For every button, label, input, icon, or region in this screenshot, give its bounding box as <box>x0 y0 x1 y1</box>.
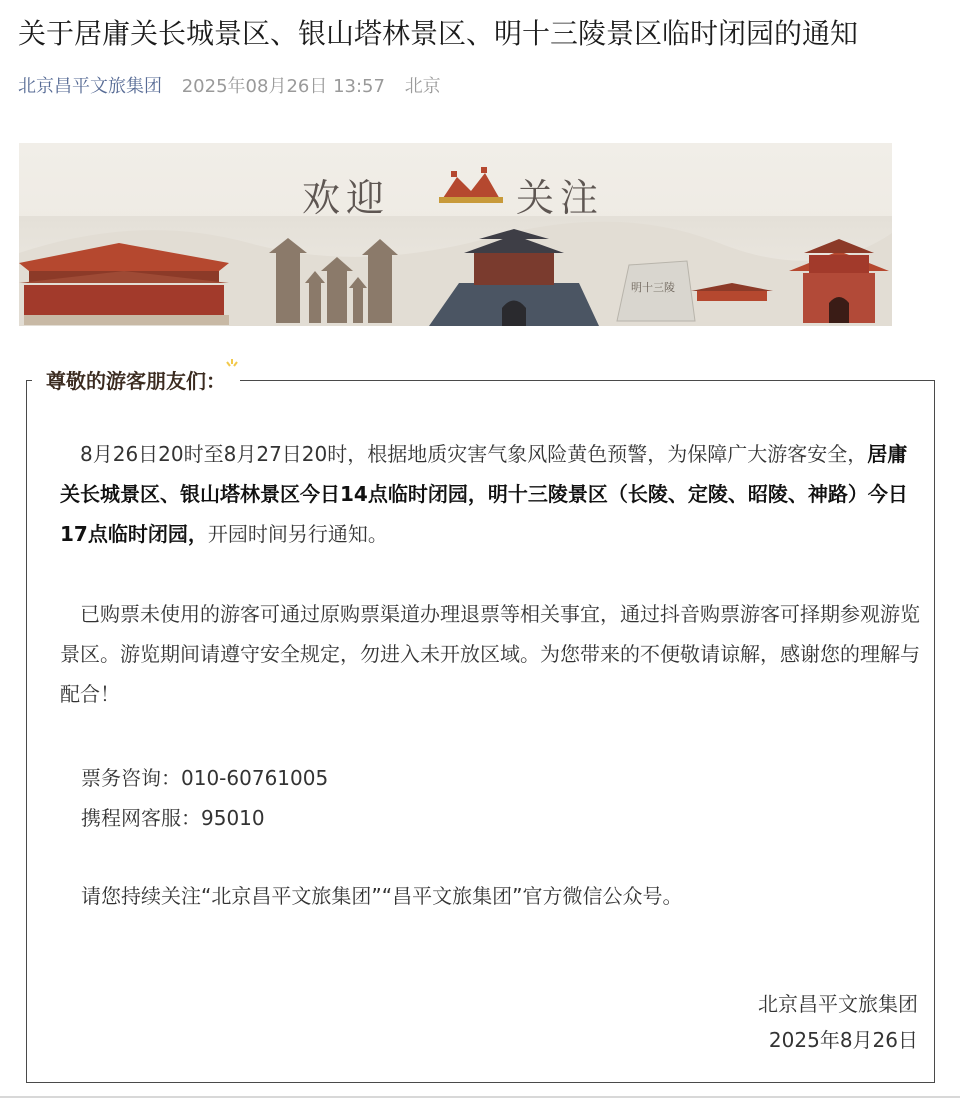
welcome-text: 欢迎 <box>302 176 391 220</box>
greeting-heading <box>42 364 230 398</box>
refund-text: 已购票未使用的游客可通过原购票渠道办理退票等相关事宜，通过抖音购票游客可择期参观游览景区。游览期间请遵守安全规定，勿进入未开放区域。为您带来的不便敬请谅解，感谢您的理解与配合！ <box>60 602 920 706</box>
closure-reopen-text: 开园时间另行通知。 <box>207 522 388 546</box>
greeting-text: 尊敬的游客朋友们： <box>46 369 226 393</box>
stele-inscription: 明十三陵 <box>631 281 675 294</box>
page-divider <box>0 1096 960 1098</box>
ctrip-service-line: 携程网客服：95010 <box>81 806 265 830</box>
closure-emphasis-text: 居庸关长城景区、银山塔林景区今日14点临时闭园，明十三陵景区（长陵、定陵、昭陵、神路）今日17点临时闭园， <box>60 442 908 546</box>
closure-intro-text: 8月26日20时至8月27日20时，根据地质灾害气象风险黄色预警，为保障广大游客安全， <box>80 442 868 466</box>
ticket-hotline: 票务咨询：010-60761005 <box>81 766 329 790</box>
article-meta <box>18 74 441 100</box>
greeting-label-wrap <box>32 364 240 398</box>
notice-paragraph-closure <box>60 434 920 554</box>
follow-text: 关注 <box>516 176 605 220</box>
welcome-banner-image <box>19 143 892 326</box>
account-name-link[interactable]: 北京昌平文旅集团 <box>18 76 162 97</box>
notice-paragraph-refund <box>60 594 920 714</box>
publish-location: 北京 <box>404 76 441 97</box>
great-wall-logo-icon <box>437 163 505 205</box>
article-title: 关于居庸关长城景区、银山塔林景区、明十三陵景区临时闭园的通知 <box>18 17 859 50</box>
signature-organization: 北京昌平文旅集团 <box>758 992 918 1016</box>
publish-date: 2025年08月26日 13:57 <box>181 76 385 97</box>
follow-accounts-text: 请您持续关注“北京昌平文旅集团”“昌平文旅集团”官方微信公众号。 <box>81 884 683 908</box>
signature-date: 2025年8月26日 <box>768 1028 918 1052</box>
sparkle-icon <box>224 358 240 374</box>
